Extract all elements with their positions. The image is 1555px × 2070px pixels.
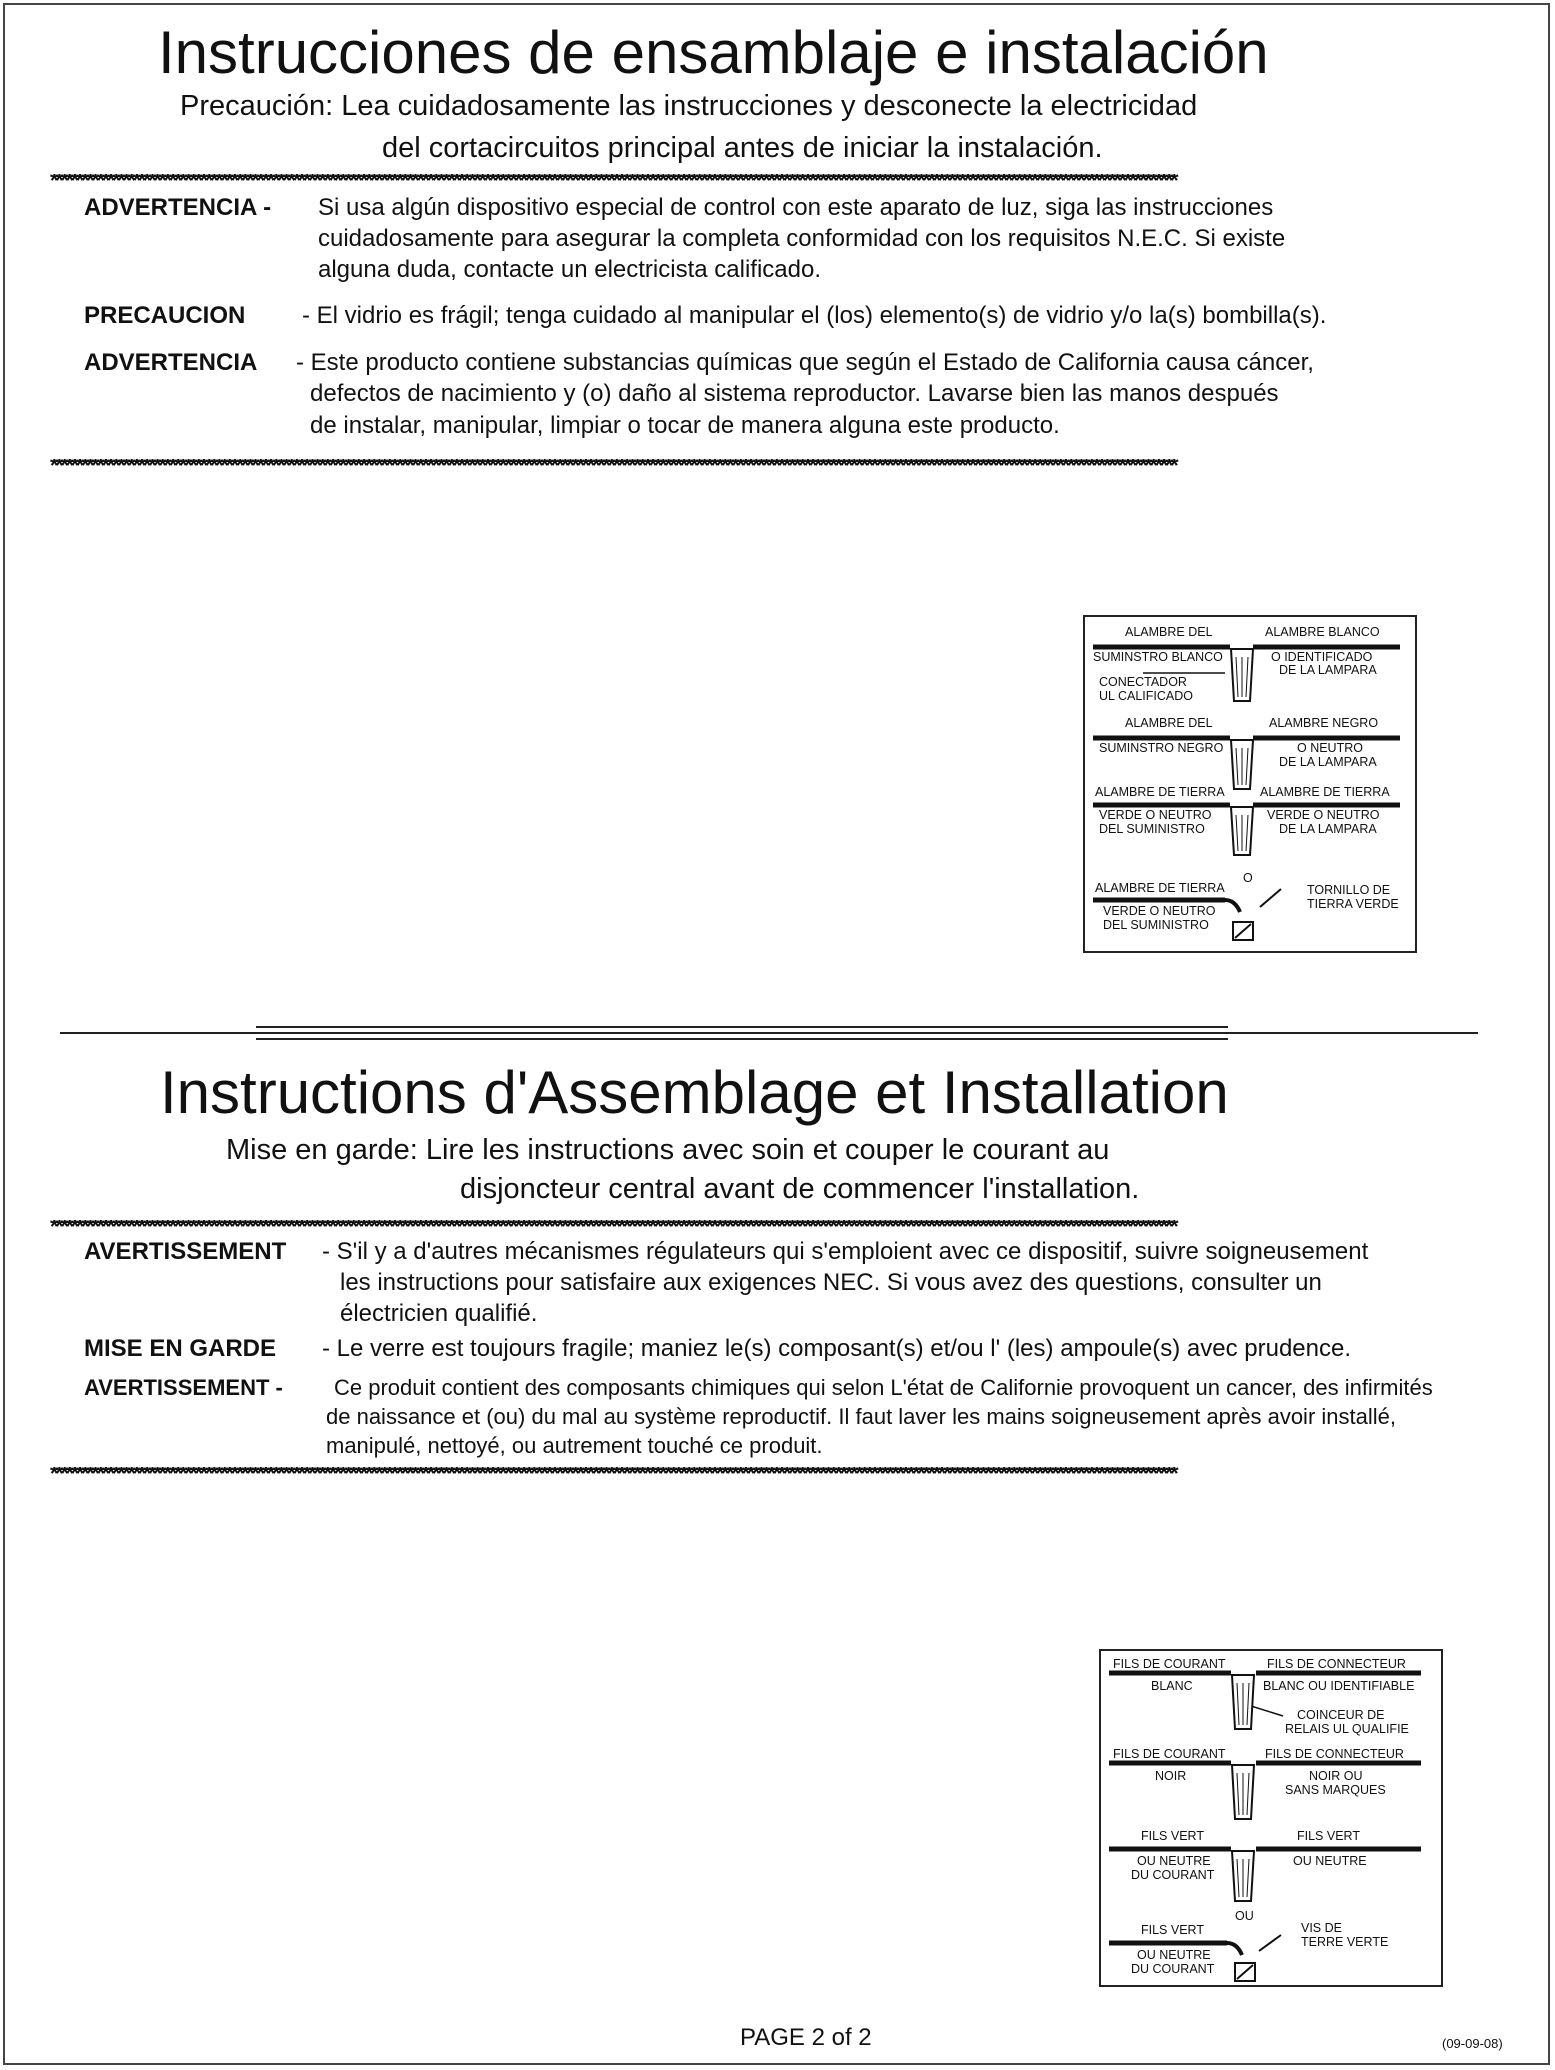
fr-r1-right-top: FILS DE CONNECTEUR — [1267, 1657, 1406, 1671]
french-warning-1-line-3: électricien qualifié. — [340, 1300, 538, 1327]
french-wiring-diagram — [1099, 1649, 1443, 1987]
es-connector-2: UL CALIFICADO — [1099, 689, 1194, 703]
es-or: O — [1243, 871, 1253, 885]
section-divider-upper — [256, 1026, 1228, 1028]
fr-r4-left-top: FILS VERT — [1141, 1923, 1204, 1937]
fr-r1-left-top: FILS DE COURANT — [1113, 1657, 1226, 1671]
spanish-warning-2-line-1: - Este producto contiene substancias químicas que según el Estado de California causa cáncer, — [296, 349, 1314, 376]
es-r2-right-b2: DE LA LAMPARA — [1279, 755, 1377, 769]
es-r1-left-bottom: SUMINSTRO BLANCO — [1093, 650, 1223, 664]
spanish-caution-2-label: PRECAUCION — [84, 302, 246, 329]
es-screw-1: TORNILLO DE — [1307, 883, 1391, 897]
es-r2-left-top: ALAMBRE DEL — [1125, 716, 1213, 730]
spanish-separator-bottom: ************************************************************************************************************************************************************************************************************************** — [50, 459, 1176, 473]
spanish-warning-1-line-3: alguna duda, contacte un electricista calificado. — [318, 256, 821, 283]
fr-r3-left-top: FILS VERT — [1141, 1829, 1204, 1843]
page-number: PAGE 2 of 2 — [740, 2024, 872, 2051]
es-connector-1: CONECTADOR — [1099, 675, 1187, 689]
french-caution-line-1: Mise en garde: Lire les instructions avec soin et couper le courant au — [226, 1134, 1110, 1166]
fr-r1-left-bottom: BLANC — [1151, 1679, 1193, 1693]
french-separator-top: ************************************************************************************************************************************************************************************************************************** — [50, 1220, 1176, 1234]
fr-screw-2: TERRE VERTE — [1301, 1935, 1389, 1949]
es-r3-left-top: ALAMBRE DE TIERRA — [1095, 785, 1225, 799]
fr-r3-left-b1: OU NEUTRE — [1137, 1854, 1211, 1868]
es-r3-left-b1: VERDE O NEUTRO — [1099, 808, 1212, 822]
spanish-warning-2-line-3: de instalar, manipular, limpiar o tocar de manera alguna este producto. — [310, 412, 1060, 439]
es-r2-right-b1: O NEUTRO — [1297, 741, 1363, 755]
fr-r3-left-b2: DU COURANT — [1131, 1868, 1215, 1882]
section-divider-lower — [256, 1038, 1228, 1040]
es-r2-right-top: ALAMBRE NEGRO — [1269, 716, 1379, 730]
french-caution-line-2: disjoncteur central avant de commencer l'installation. — [460, 1173, 1140, 1205]
es-r4-left-b1: VERDE O NEUTRO — [1103, 904, 1216, 918]
es-r1-left-top: ALAMBRE DEL — [1125, 625, 1213, 639]
fr-r2-right-b1: NOIR OU — [1309, 1769, 1363, 1783]
fr-connector-1: COINCEUR DE — [1297, 1708, 1385, 1722]
fr-r2-right-top: FILS DE CONNECTEUR — [1265, 1747, 1404, 1761]
fr-screw-1: VIS DE — [1301, 1921, 1342, 1935]
french-title: Instructions d'Assemblage et Installation — [160, 1059, 1229, 1126]
fr-r2-right-b2: SANS MARQUES — [1285, 1783, 1386, 1797]
spanish-caution-2-text: - El vidrio es frágil; tenga cuidado al manipular el (los) elemento(s) de vidrio y/o la(s) bombilla(s). — [302, 302, 1327, 329]
spanish-warning-2-label: ADVERTENCIA — [84, 349, 258, 376]
es-r1-right-top: ALAMBRE BLANCO — [1265, 625, 1380, 639]
spanish-wiring-diagram — [1083, 615, 1417, 953]
fr-r4-left-b2: DU COURANT — [1131, 1962, 1215, 1976]
spanish-warning-1-line-1: Si usa algún dispositivo especial de control con este aparato de luz, siga las instrucciones — [318, 194, 1274, 221]
spanish-caution-line-1: Precaución: Lea cuidadosamente las instrucciones y desconecte la electricidad — [180, 90, 1198, 122]
french-warning-1-line-1: - S'il y a d'autres mécanismes régulateurs qui s'emploient avec ce dispositif, suivre soigneusement — [322, 1238, 1369, 1265]
es-r2-left-bottom: SUMINSTRO NEGRO — [1099, 741, 1224, 755]
es-r3-right-top: ALAMBRE DE TIERRA — [1260, 785, 1390, 799]
es-r3-right-b1: VERDE O NEUTRO — [1267, 808, 1380, 822]
fr-or: OU — [1235, 1909, 1254, 1923]
es-r3-right-b2: DE LA LAMPARA — [1279, 822, 1377, 836]
french-warning-1-label: AVERTISSEMENT — [84, 1238, 287, 1265]
spanish-separator-top: ************************************************************************************************************************************************************************************************************************** — [50, 174, 1176, 188]
spanish-warning-1-label: ADVERTENCIA - — [84, 194, 272, 221]
french-warning-2-line-1: Ce produit contient des composants chimiques qui selon L'état de Californie provoquent un cancer, des infirmités — [334, 1375, 1433, 1400]
french-warning-2-label: AVERTISSEMENT - — [84, 1375, 283, 1400]
fr-r3-right-top: FILS VERT — [1297, 1829, 1360, 1843]
fr-r2-left-top: FILS DE COURANT — [1113, 1747, 1226, 1761]
spanish-warning-1-line-2: cuidadosamente para asegurar la completa conformidad con los requisitos N.E.C. Si existe — [318, 225, 1286, 252]
section-divider — [60, 1032, 1478, 1034]
french-warning-1-line-2: les instructions pour satisfaire aux exigences NEC. Si vous avez des questions, consulter un — [340, 1269, 1322, 1296]
spanish-warning-2-line-2: defectos de nacimiento y (o) daño al sistema reproductor. Lavarse bien las manos después — [310, 380, 1279, 407]
es-screw-2: TIERRA VERDE — [1307, 897, 1399, 911]
fr-r4-left-b1: OU NEUTRE — [1137, 1948, 1211, 1962]
fr-r1-right-bottom: BLANC OU IDENTIFIABLE — [1263, 1679, 1415, 1693]
spanish-caution-line-2: del cortacircuitos principal antes de iniciar la instalación. — [382, 132, 1103, 164]
es-r1-right-b1: O IDENTIFICADO — [1271, 650, 1373, 664]
french-caution-2-label: MISE EN GARDE — [84, 1335, 277, 1362]
french-separator-bottom: ************************************************************************************************************************************************************************************************************************** — [50, 1467, 1176, 1481]
es-r4-left-top: ALAMBRE DE TIERRA — [1095, 881, 1225, 895]
fr-connector-2: RELAIS UL QUALIFIE — [1285, 1722, 1409, 1736]
french-warning-2-line-2: de naissance et (ou) du mal au système reproductif. Il faut laver les mains soigneusement après avoir installé, — [326, 1404, 1396, 1429]
spanish-title: Instrucciones de ensamblaje e instalación — [158, 19, 1269, 86]
fr-r2-left-bottom: NOIR — [1155, 1769, 1187, 1783]
revision-date: (09-09-08) — [1442, 2036, 1503, 2051]
es-r4-left-b2: DEL SUMINISTRO — [1103, 918, 1209, 932]
fr-r3-right-bottom: OU NEUTRE — [1293, 1854, 1367, 1868]
es-r3-left-b2: DEL SUMINISTRO — [1099, 822, 1205, 836]
es-r1-right-b2: DE LA LAMPARA — [1279, 663, 1377, 677]
french-caution-2-text: - Le verre est toujours fragile; maniez le(s) composant(s) et/ou l' (les) ampoule(s) avec prudence. — [322, 1335, 1352, 1362]
french-warning-2-line-3: manipulé, nettoyé, ou autrement touché ce produit. — [326, 1433, 823, 1458]
